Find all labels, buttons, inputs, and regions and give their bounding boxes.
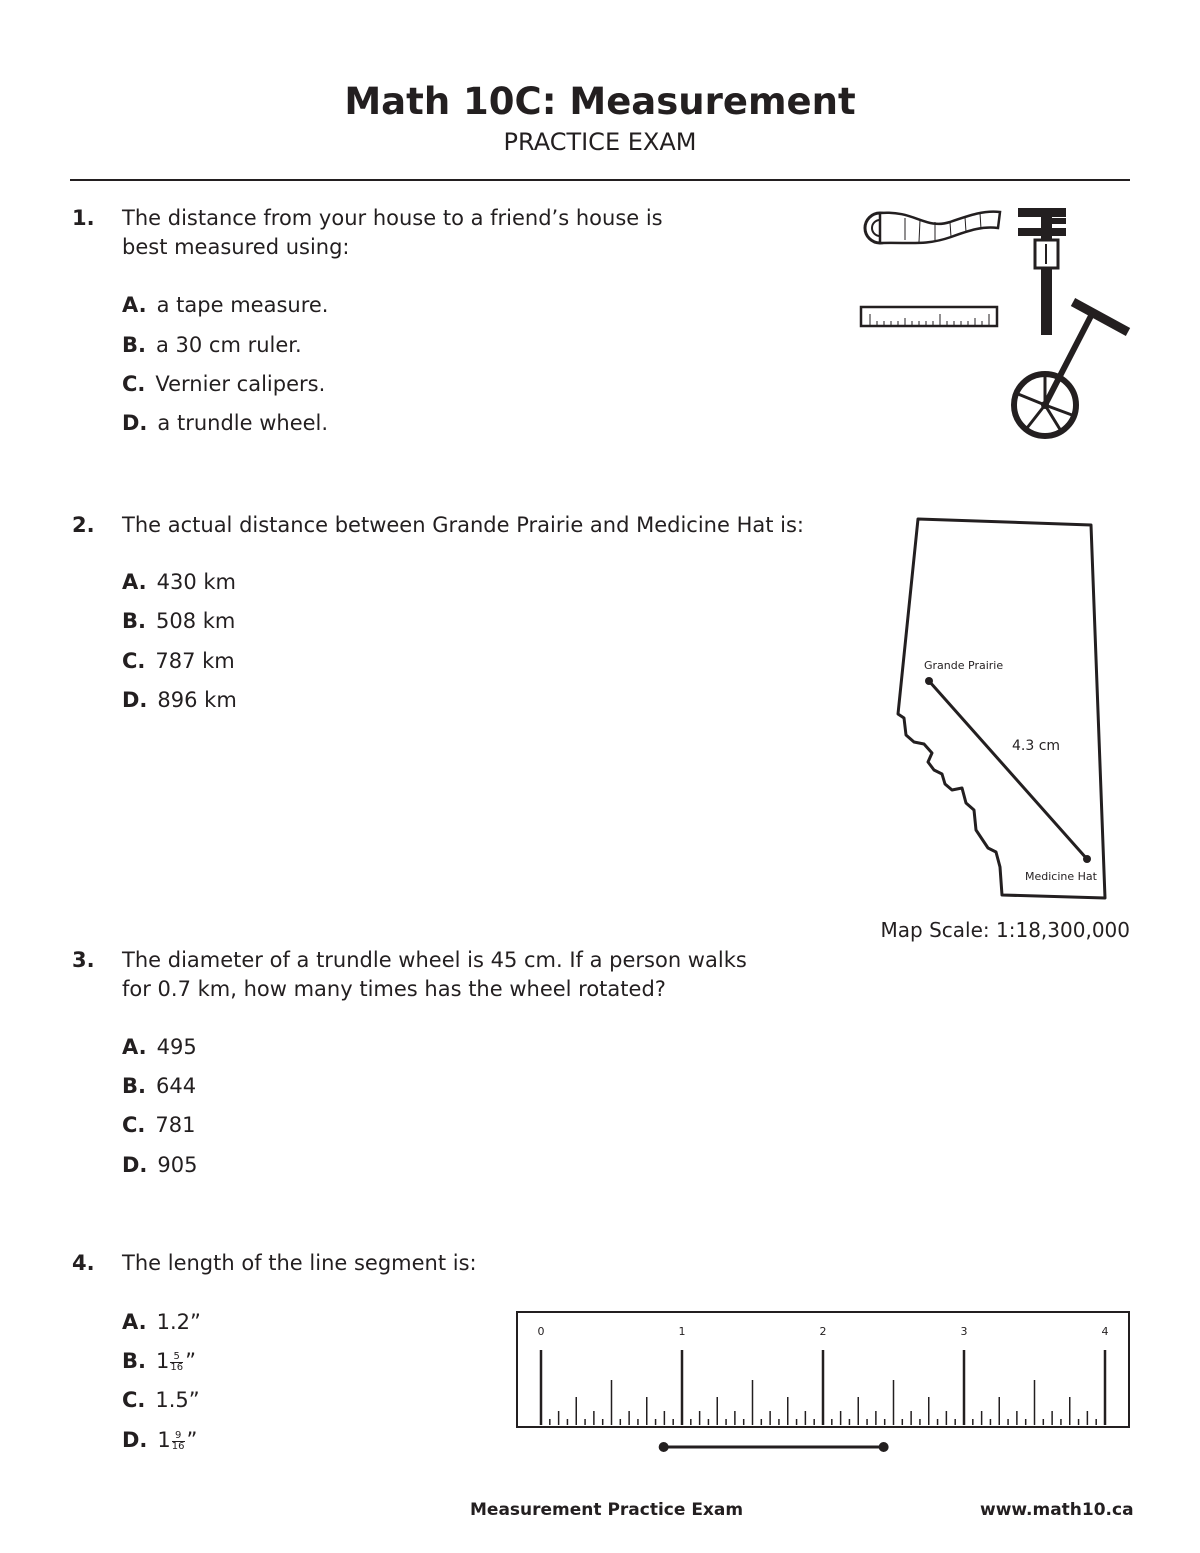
fraction: $\frac{5}{16}$ [170,1350,184,1373]
question-1-option-a[interactable]: A. a tape measure. [122,293,329,317]
grande-prairie-dot [925,677,933,685]
question-3-option-b[interactable]: B. 644 [122,1074,197,1098]
question-2-line-1: The actual distance between Grande Prairie and Medicine Hat is: [122,513,805,537]
ruler-label: 1 [678,1325,686,1338]
page-title: Math 10C: Measurement [344,80,856,123]
footer-url[interactable]: www.math10.ca [980,1500,1134,1520]
alberta-map [890,510,1120,905]
question-3-line-2: for 0.7 km, how many times has the wheel rotated? [122,977,666,1001]
header-divider [70,179,1130,181]
trundle-wheel-icon [1014,302,1128,436]
question-4-number: 4. [72,1251,95,1275]
segment-end-point [879,1442,889,1452]
page-subtitle: PRACTICE EXAM [503,128,697,156]
question-4-option-d[interactable]: D. 1 $\frac{9}{16}$ ” [122,1428,198,1452]
ruler-label: 0 [537,1325,545,1338]
question-4-option-b[interactable]: B. 1 $\frac{5}{16}$ ” [122,1349,196,1373]
question-3-number: 3. [72,948,95,972]
map-scale: Map Scale: 1:18,300,000 [880,918,1130,942]
question-1-number: 1. [72,206,95,230]
question-2-text [122,511,804,540]
question-4-line-1: The length of the line segment is: [122,1251,477,1275]
grande-prairie-label: Grande Prairie [924,659,1004,672]
medicine-hat-dot [1083,855,1091,863]
ruler-icon [861,307,997,326]
question-4-option-c[interactable]: C. 1.5” [122,1388,200,1412]
question-1-line-1: The distance from your house to a friend’s house is [122,206,663,230]
question-2-number: 2. [72,513,95,537]
question-3-option-d[interactable]: D. 905 [122,1153,198,1177]
question-4-option-a[interactable]: A. 1.2” [122,1310,201,1334]
question-1-option-b[interactable]: B. a 30 cm ruler. [122,333,302,357]
fraction: $\frac{9}{16}$ [171,1429,185,1452]
distance-line [929,681,1087,859]
ruler-label: 3 [960,1325,968,1338]
question-3-text [122,946,747,1004]
tape-measure-icon [865,212,1000,243]
medicine-hat-label: Medicine Hat [1025,870,1097,883]
vernier-calipers-icon [1018,208,1066,335]
question-2-option-c[interactable]: C. 787 km [122,649,235,673]
question-1-text [122,204,663,262]
question-1-option-c[interactable]: C. Vernier calipers. [122,372,326,396]
footer-title: Measurement Practice Exam [470,1500,744,1520]
inch-ruler [510,1305,1135,1460]
question-1-line-2: best measured using: [122,235,350,259]
question-2-option-d[interactable]: D. 896 km [122,688,237,712]
ruler-label: 2 [819,1325,827,1338]
question-2-option-a[interactable]: A. 430 km [122,570,237,594]
alberta-outline [898,519,1105,898]
question-3-line-1: The diameter of a trundle wheel is 45 cm. If a person walks [122,948,747,972]
question-3-option-c[interactable]: C. 781 [122,1113,196,1137]
question-3-option-a[interactable]: A. 495 [122,1035,197,1059]
measuring-tools-illustration [855,200,1140,445]
ruler-label: 4 [1101,1325,1109,1338]
segment-start-point [659,1442,669,1452]
question-2-option-b[interactable]: B. 508 km [122,609,236,633]
distance-label: 4.3 cm [1012,738,1061,754]
question-1-option-d[interactable]: D. a trundle wheel. [122,411,329,435]
question-4-text [122,1249,477,1278]
